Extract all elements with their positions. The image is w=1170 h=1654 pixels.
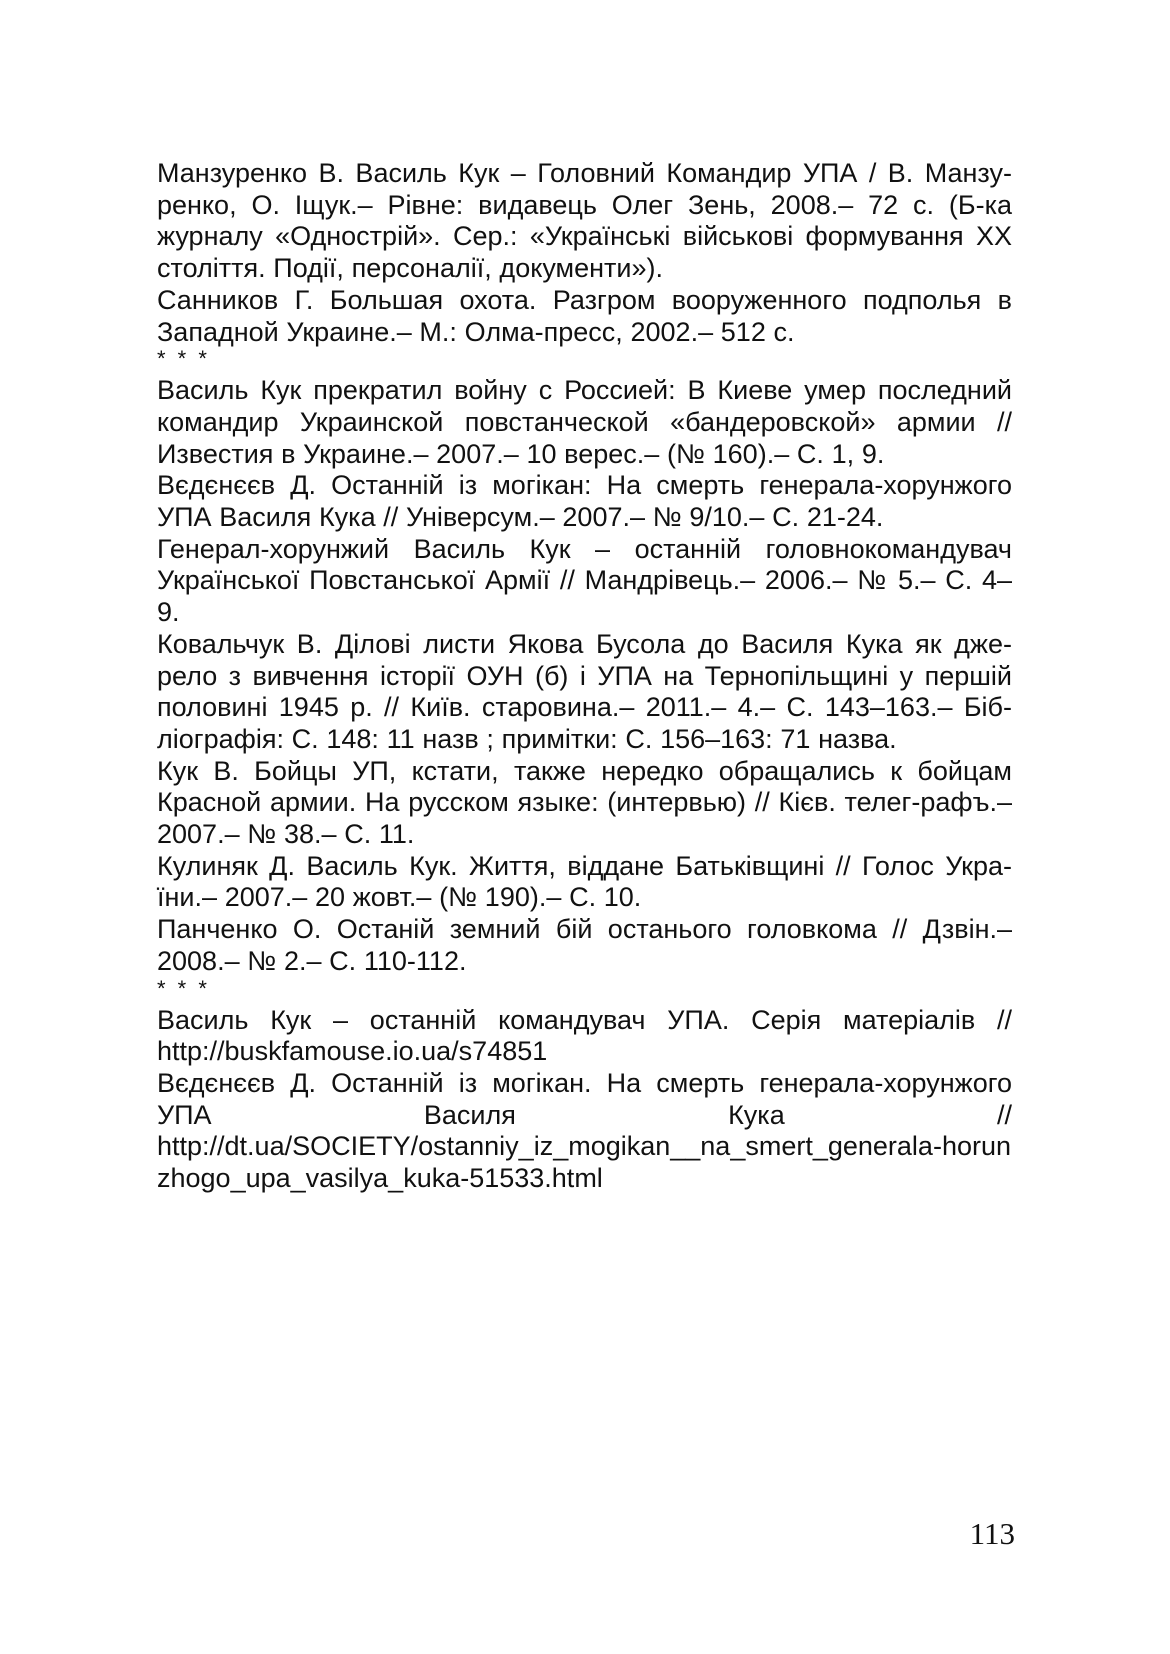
- bibliography-page: [157, 158, 1012, 1195]
- bibliography-entry-online: [157, 1068, 1012, 1195]
- bibliography-entry: Генерал-хорунжий Василь Кук – останній головнокомандувач Української Повстанської Армії // Мандрівець.– 2006.– № 5.– С. 4–9.: [157, 533, 1012, 628]
- page-number: 113: [969, 1516, 1015, 1551]
- entry-title: Василь Кук – останній командувач УПА. Серія матеріалів //: [157, 1004, 1012, 1035]
- bibliography-entry: Ковальчук В. Ділові листи Якова Бусола до Василя Кука як дже-рело з вивчення історії ОУН (б) і УПА на Тернопільщині у першій половині 1945 р. // Київ. старовина.– 2011.– 4.– С. 143–163.– Біб-ліографія: С. 148: 11 назв ; примітки: С. 156–163: 71 назва.: [157, 628, 1012, 754]
- entry-url-link[interactable]: http://buskfamouse.io.ua/s74851: [157, 1036, 548, 1067]
- bibliography-entry: Санников Г. Большая охота. Разгром вооруженного подполья в Западной Украине.– М.: Олма-пресс, 2002.– 512 с.: [157, 284, 1012, 347]
- bibliography-entry-online: [157, 1005, 1012, 1068]
- bibliography-entry: Василь Кук прекратил войну с Россией: В Киеве умер последний командир Украинской повстанческой «бандеровской» армии // Известия в Украине.– 2007.– 10 верес.– (№ 160).– С. 1, 9.: [157, 375, 1012, 469]
- entry-url-link[interactable]: http://dt.ua/SOCIETY/ostanniy_iz_mogikan__na_smert_generala-horunzhogo_upa_vasilya_kuka-51533.html: [157, 1131, 1011, 1194]
- bibliography-entry: Вєдєнєєв Д. Останній із могікан: На смерть генерала-хорунжого УПА Василя Кука // Універсум.– 2007.– № 9/10.– С. 21-24.: [157, 470, 1012, 533]
- bibliography-entry: Кук В. Бойцы УП, кстати, также нередко обращались к бойцам Красной армии. На русском языке: (интервью) // Кієв. телег-рафъ.– 2007.– № 38.– С. 11.: [157, 755, 1012, 850]
- entry-title: Вєдєнєєв Д. Останній із могікан. На смерть генерала-хорунжого: [157, 1067, 1012, 1098]
- bibliography-entry: Манзуренко В. Василь Кук – Головний Командир УПА / В. Манзу-ренко, О. Іщук.– Рівне: видавець Олег Зень, 2008.– 72 с. (Б-ка журналу «Однострій». Сер.: «Українські військові формування ХХ століття. Події, персоналії, документи»).: [157, 158, 1012, 284]
- section-separator: * * *: [157, 346, 210, 372]
- entry-title-continued: УПА Василя Кука //: [157, 1099, 1012, 1130]
- bibliography-entry: Кулиняк Д. Василь Кук. Життя, віддане Батьківщині // Голос Укра-їни.– 2007.– 20 жовт.– (№ 190).– С. 10.: [157, 850, 1012, 913]
- section-separator: * * *: [157, 975, 210, 1001]
- bibliography-entry: Панченко О. Останій земний бій останього головкома // Дзвін.– 2008.– № 2.– С. 110-112.: [157, 914, 1012, 976]
